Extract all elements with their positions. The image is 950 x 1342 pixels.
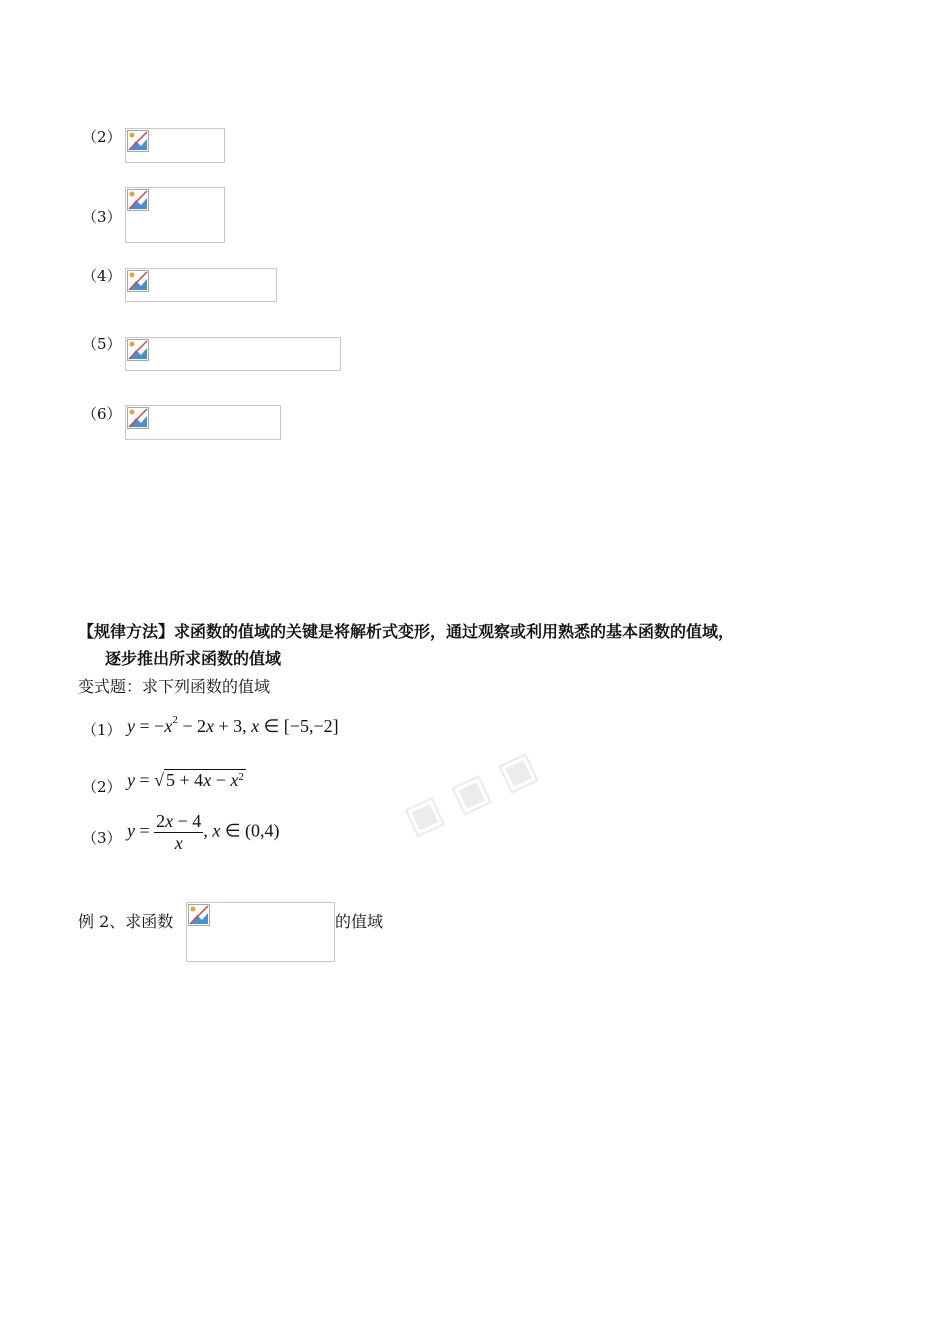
formula-image-2 bbox=[125, 128, 225, 163]
watermark: ▣ ▣ ▣ bbox=[396, 742, 545, 844]
rule-line-1: 【规律方法】求函数的值域的关键是将解析式变形，通过观察或利用熟悉的基本函数的值域， bbox=[78, 622, 735, 641]
item-label-2: （2） bbox=[82, 128, 122, 146]
exercise-heading: 变式题：求下列函数的值域 bbox=[78, 677, 271, 696]
item-label-5: （5） bbox=[82, 335, 122, 353]
example2-formula-image bbox=[186, 902, 335, 962]
item-label-3: （3） bbox=[82, 208, 122, 226]
exercise-label-2: （2） bbox=[82, 778, 122, 796]
formula-image-4 bbox=[125, 268, 277, 302]
example2-prefix: 例 2、求函数 bbox=[78, 912, 174, 931]
formula-image-3 bbox=[125, 187, 225, 243]
formula-image-5 bbox=[125, 337, 341, 371]
broken-image-icon bbox=[127, 339, 149, 361]
rule-line-2: 逐步推出所求函数的值域 bbox=[105, 649, 282, 668]
broken-image-icon bbox=[127, 130, 149, 152]
broken-image-icon bbox=[127, 189, 149, 211]
exercise-formula-2: y = √ $5 + 4x - x^2$ bbox=[127, 770, 244, 790]
broken-image-icon bbox=[127, 407, 149, 429]
broken-image-icon bbox=[127, 270, 149, 292]
example2-suffix: 的值域 bbox=[335, 912, 384, 931]
item-label-6: （6） bbox=[82, 405, 122, 423]
exercise-label-1: （1） bbox=[82, 721, 122, 739]
formula-image-6 bbox=[125, 405, 281, 440]
exercise-formula-1: $y = -x^2 - 2x + 3$, x ∈ [−5,−2] bbox=[127, 714, 339, 736]
exercise-formula-3: y = $\frac{2x - 4}{x}$ , x ∈ (0,4) bbox=[127, 811, 280, 853]
item-label-4: （4） bbox=[82, 267, 122, 285]
exercise-label-3: （3） bbox=[82, 829, 122, 847]
broken-image-icon bbox=[188, 904, 210, 926]
